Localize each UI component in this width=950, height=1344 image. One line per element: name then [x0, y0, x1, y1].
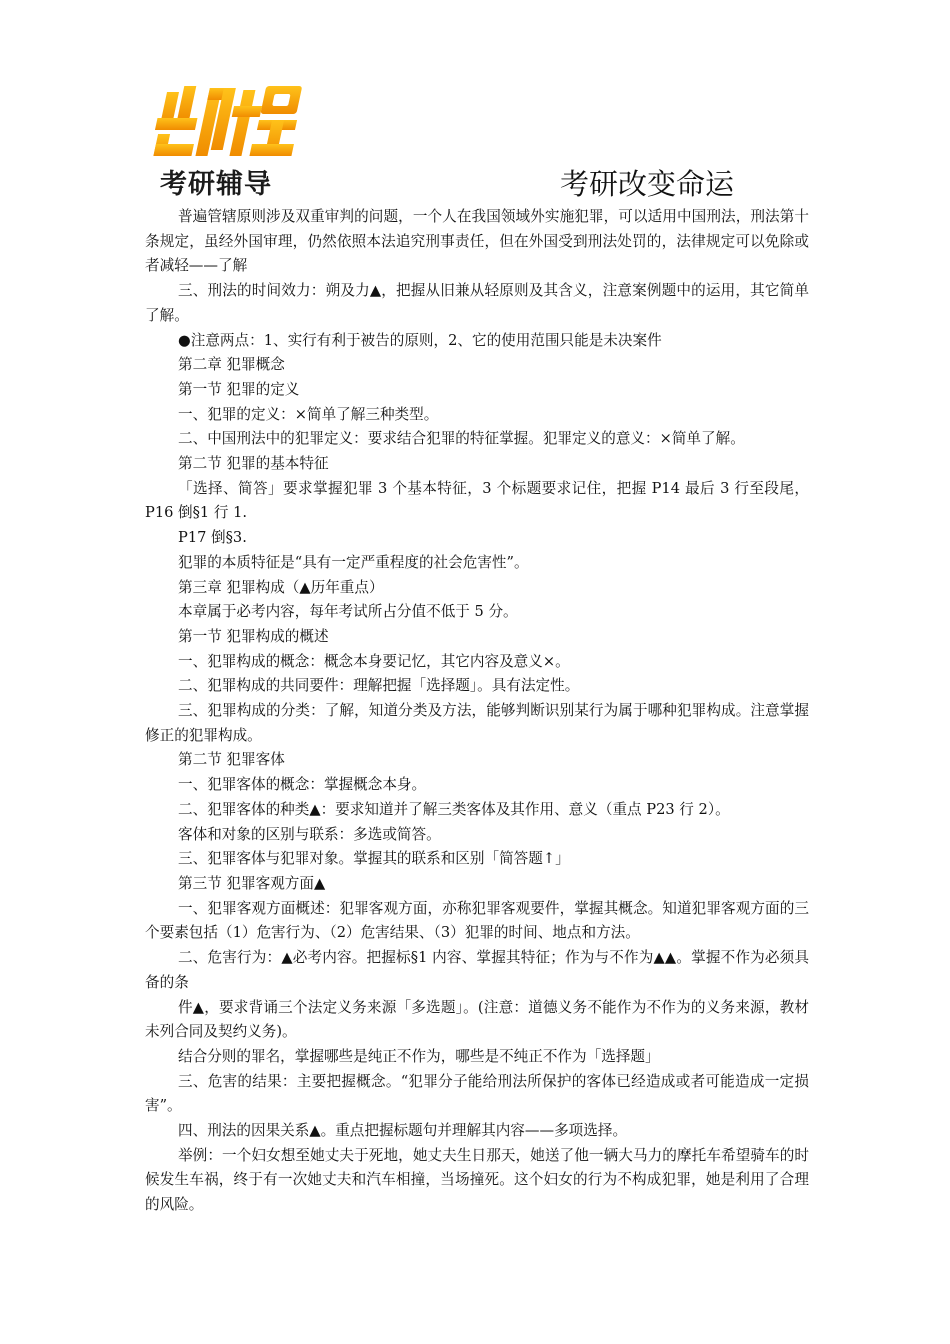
section-heading: 第一节 犯罪构成的概述 — [178, 627, 329, 645]
paragraph: 三、犯罪构成的分类：了解，知道分类及方法，能够判断识别某行为属于哪种犯罪构成。注意掌握修正的犯罪构成。 — [145, 702, 809, 744]
paragraph: 三、犯罪客体与犯罪对象。掌握其的联系和区别「简答题↑」 — [178, 850, 570, 868]
paragraph: 一、犯罪客观方面概述：犯罪客观方面，亦称犯罪客观要件，掌握其概念。知道犯罪客观方面的三个要素包括（1）危害行为、（2）危害结果、（3）犯罪的时间、地点和方法。 — [145, 899, 809, 942]
paragraph: 结合分则的罪名，掌握哪些是纯正不作为，哪些是不纯正不作为「选择题」 — [178, 1047, 660, 1065]
logo-mark-icon — [150, 78, 310, 162]
chapter-heading: 第三章 犯罪构成（▲历年重点） — [178, 578, 384, 596]
paragraph: P17 倒§3. — [178, 529, 247, 547]
paragraph: 二、犯罪构成的共同要件：理解把握「选择题」。具有法定性。 — [178, 677, 580, 695]
document-body — [145, 205, 809, 1218]
paragraph: 举例：一个妇女想至她丈夫于死地，她丈夫生日那天，她送了他一辆大马力的摩托车希望骑车的时候发生车祸，终于有一次她丈夫和汽车相撞，当场撞死。这个妇女的行为不构成犯罪，她是利用了合理的风险。 — [145, 1146, 809, 1214]
chapter-heading: 第二章 犯罪概念 — [178, 356, 285, 374]
paragraph: 本章属于必考内容，每年考试所占分值不低于 5 分。 — [178, 603, 518, 621]
section-heading: 第二节 犯罪客体 — [178, 751, 285, 769]
paragraph: 件▲，要求背诵三个法定义务来源「多选题」。(注意：道德义务不能作为不作为的义务来源，教材未列合同及契约义务)。 — [145, 998, 809, 1041]
paragraph: 「选择、简答」要求掌握犯罪 3 个基本特征，3 个标题要求记住，把握 P14 最后 3 行至段尾，P16 倒§1 行 1. — [145, 479, 809, 522]
paragraph: 一、犯罪的定义：×简单了解三种类型。 — [178, 405, 439, 423]
paragraph: 普遍管辖原则涉及双重审判的问题，一个人在我国领域外实施犯罪，可以适用中国刑法，刑法第十条规定，虽经外国审理，仍然依照本法追究刑事责任，但在外国受到刑法处罚的，法律规定可以免除或者减轻——了解 — [145, 208, 809, 275]
paragraph: 四、刑法的因果关系▲。重点把握标题句并理解其内容——多项选择。 — [178, 1122, 628, 1140]
paragraph: ●注意两点：1、实行有利于被告的原则，2、它的使用范围只能是未决案件 — [178, 331, 662, 349]
paragraph: 二、危害行为：▲必考内容。把握标§1 内容、掌握其特征；作为与不作为▲▲。掌握不作为必须具备的条 — [145, 949, 809, 991]
brand-logo — [150, 78, 310, 200]
paragraph: 一、犯罪客体的概念：掌握概念本身。 — [178, 776, 427, 794]
section-heading: 第一节 犯罪的定义 — [178, 380, 300, 398]
paragraph: 二、中国刑法中的犯罪定义：要求结合犯罪的特征掌握。犯罪定义的意义：×简单了解。 — [178, 430, 745, 448]
section-heading: 第三节 犯罪客观方面▲ — [178, 874, 326, 892]
logo-subtitle: 考研辅导 — [160, 169, 272, 200]
paragraph: 三、危害的结果：主要把握概念。“犯罪分子能给刑法所保护的客体已经造成或者可能造成一定损害”。 — [145, 1072, 809, 1115]
paragraph: 客体和对象的区别与联系：多选或简答。 — [178, 825, 441, 843]
paragraph: 一、犯罪构成的概念：概念本身要记忆，其它内容及意义×。 — [178, 652, 570, 670]
paragraph: 三、刑法的时间效力：朔及力▲，把握从旧兼从轻原则及其含义，注意案例题中的运用，其它简单了解。 — [145, 282, 809, 324]
slogan: 考研改变命运 — [560, 167, 735, 201]
section-heading: 第二节 犯罪的基本特征 — [178, 455, 329, 473]
paragraph: 二、犯罪客体的种类▲：要求知道并了解三类客体及其作用、意义（重点 P23 行 2）。 — [178, 800, 730, 818]
paragraph: 犯罪的本质特征是“具有一定严重程度的社会危害性”。 — [178, 553, 529, 571]
